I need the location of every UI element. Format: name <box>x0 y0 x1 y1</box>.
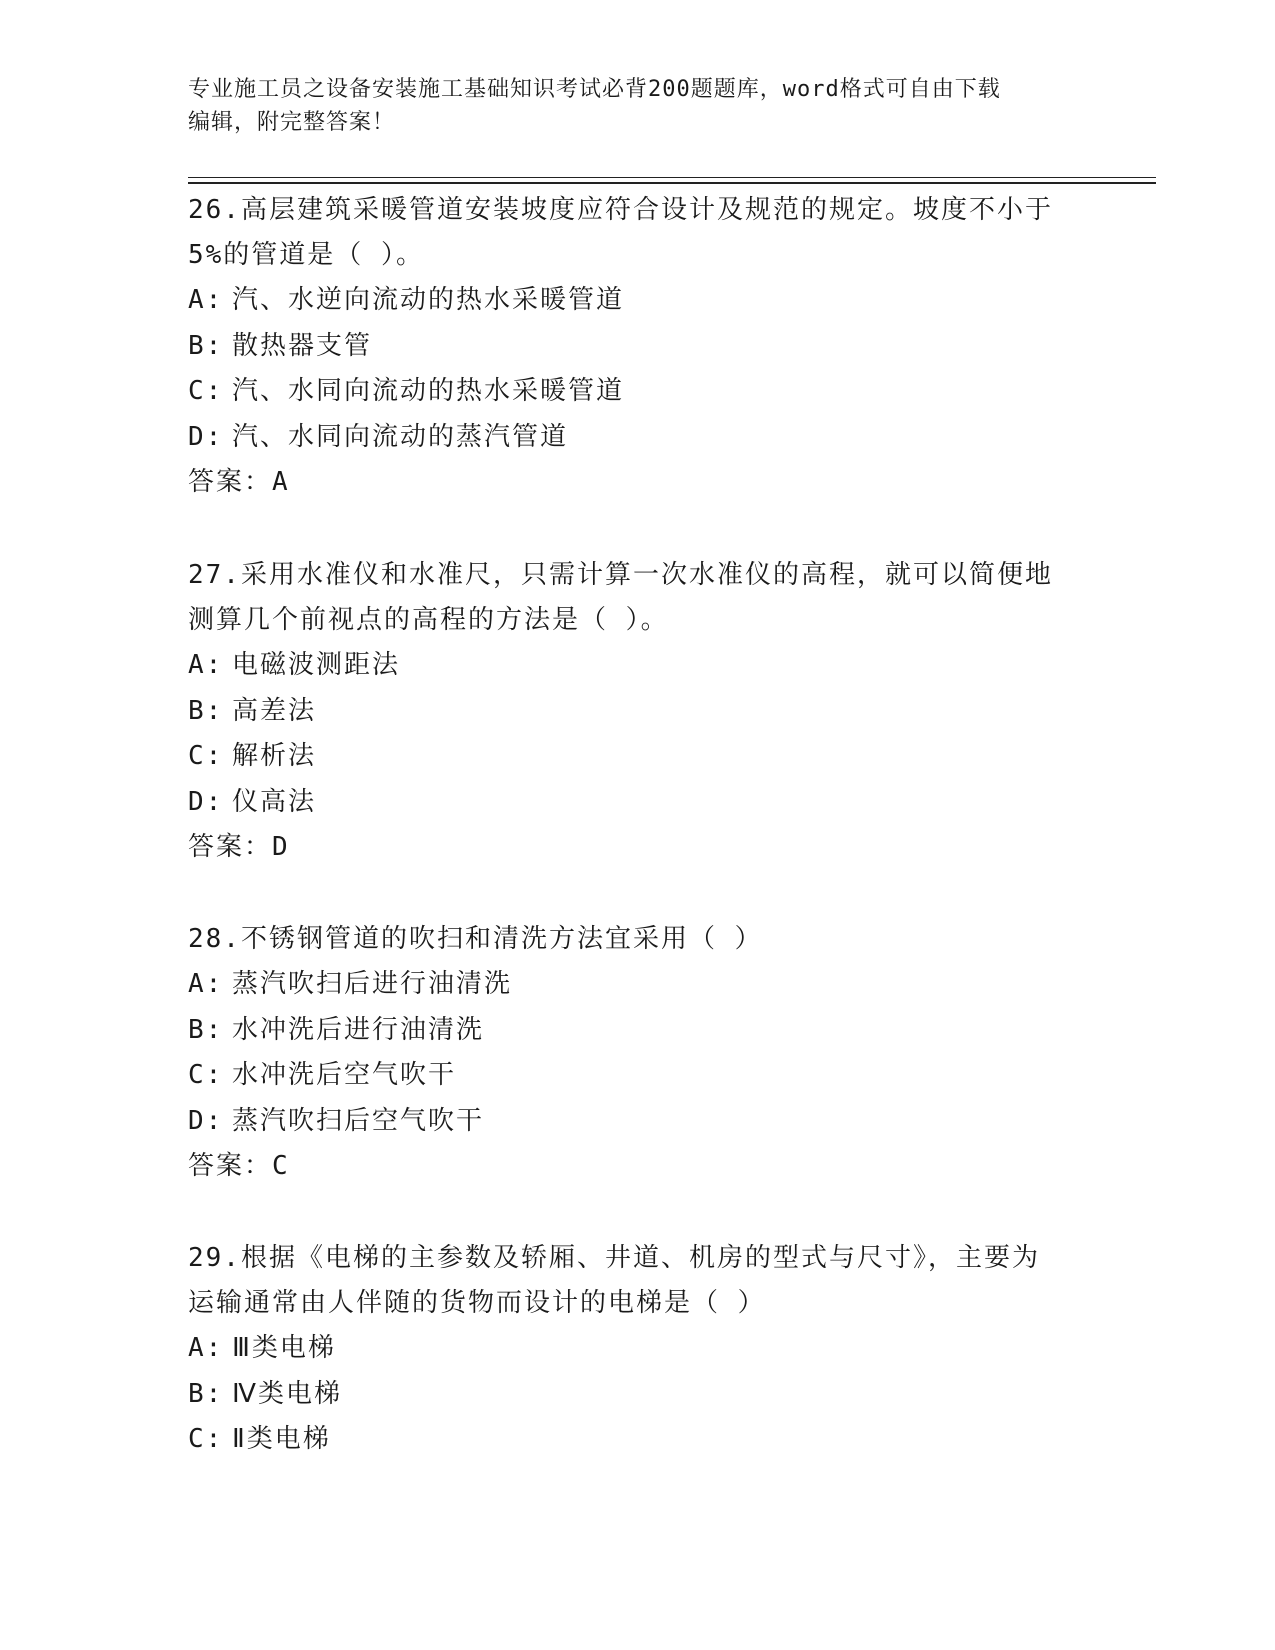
option-d <box>188 780 1088 826</box>
question-stem-line: 5%的管道是（ ）。 <box>188 240 424 270</box>
option-b <box>188 1372 1088 1418</box>
question-28 <box>188 917 1088 1189</box>
option-c <box>188 1053 1088 1099</box>
option-text: Ⅳ类电梯 <box>232 1378 342 1409</box>
option-text: 水冲洗后进行油清洗 <box>232 1014 485 1045</box>
question-29 <box>188 1236 1088 1463</box>
option-b <box>188 1008 1088 1054</box>
option-d <box>188 415 1088 461</box>
question-26 <box>188 188 1088 505</box>
option-letter: B: <box>188 1378 224 1409</box>
option-text: 蒸汽吹扫后空气吹干 <box>232 1105 485 1136</box>
option-text: 水冲洗后空气吹干 <box>232 1060 457 1090</box>
answer-line: 答案：D <box>188 832 290 862</box>
answer-line: 答案：C <box>188 1151 290 1181</box>
option-letter: B: <box>188 695 224 726</box>
question-stem <box>188 553 1088 643</box>
document-header <box>188 73 1088 139</box>
option-text: 电磁波测距法 <box>232 650 401 680</box>
option-letter: C: <box>188 376 224 406</box>
option-letter: B: <box>188 1014 224 1045</box>
question-stem-line: 28.不锈钢管道的吹扫和清洗方法宜采用（ ） <box>188 924 763 954</box>
option-letter: B: <box>188 330 224 361</box>
option-letter: D: <box>188 786 224 817</box>
question-stem-line: 27.采用水准仪和水准尺，只需计算一次水准仪的高程，就可以简便地 <box>188 560 1053 590</box>
option-letter: A: <box>188 650 224 680</box>
question-stem <box>188 188 1088 278</box>
answer-line: 答案：A <box>188 467 290 497</box>
option-text: 仪高法 <box>232 786 317 817</box>
option-c <box>188 1417 1088 1463</box>
option-text: 汽、水同向流动的热水采暖管道 <box>232 376 625 406</box>
question-stem-line: 运输通常由人伴随的货物而设计的电梯是（ ） <box>188 1288 766 1318</box>
option-letter: D: <box>188 421 224 452</box>
question-stem-line: 29.根据《电梯的主参数及轿厢、井道、机房的型式与尺寸》，主要为 <box>188 1243 1040 1273</box>
header-divider-thin <box>188 177 1156 178</box>
option-d <box>188 1099 1088 1145</box>
option-c <box>188 734 1088 780</box>
option-letter: A: <box>188 969 224 999</box>
option-a <box>188 962 1088 1008</box>
option-letter: A: <box>188 285 224 315</box>
option-b <box>188 324 1088 370</box>
question-stem-line: 测算几个前视点的高程的方法是（ ）。 <box>188 605 669 635</box>
option-b <box>188 689 1088 735</box>
option-text: Ⅲ类电梯 <box>232 1333 336 1363</box>
option-text: 解析法 <box>232 741 317 771</box>
option-a <box>188 1326 1088 1372</box>
question-stem <box>188 1236 1088 1326</box>
option-text: 高差法 <box>232 695 317 726</box>
option-text: Ⅱ类电梯 <box>232 1424 331 1454</box>
option-letter: C: <box>188 1424 224 1454</box>
question-27 <box>188 553 1088 870</box>
question-stem <box>188 917 1088 962</box>
header-line-2: 编辑，附完整答案！ <box>188 110 396 135</box>
question-stem-line: 26.高层建筑采暖管道安装坡度应符合设计及规范的规定。坡度不小于 <box>188 195 1053 225</box>
option-c <box>188 369 1088 415</box>
option-a <box>188 278 1088 324</box>
option-letter: C: <box>188 741 224 771</box>
header-line-1: 专业施工员之设备安装施工基础知识考试必背200题题库，word格式可自由下载 <box>188 77 1001 102</box>
option-letter: C: <box>188 1060 224 1090</box>
option-text: 散热器支管 <box>232 330 373 361</box>
option-text: 汽、水逆向流动的热水采暖管道 <box>232 285 625 315</box>
option-text: 蒸汽吹扫后进行油清洗 <box>232 969 513 999</box>
option-letter: A: <box>188 1333 224 1363</box>
option-a <box>188 643 1088 689</box>
option-letter: D: <box>188 1105 224 1136</box>
header-divider-thick <box>188 182 1156 184</box>
option-text: 汽、水同向流动的蒸汽管道 <box>232 421 569 452</box>
